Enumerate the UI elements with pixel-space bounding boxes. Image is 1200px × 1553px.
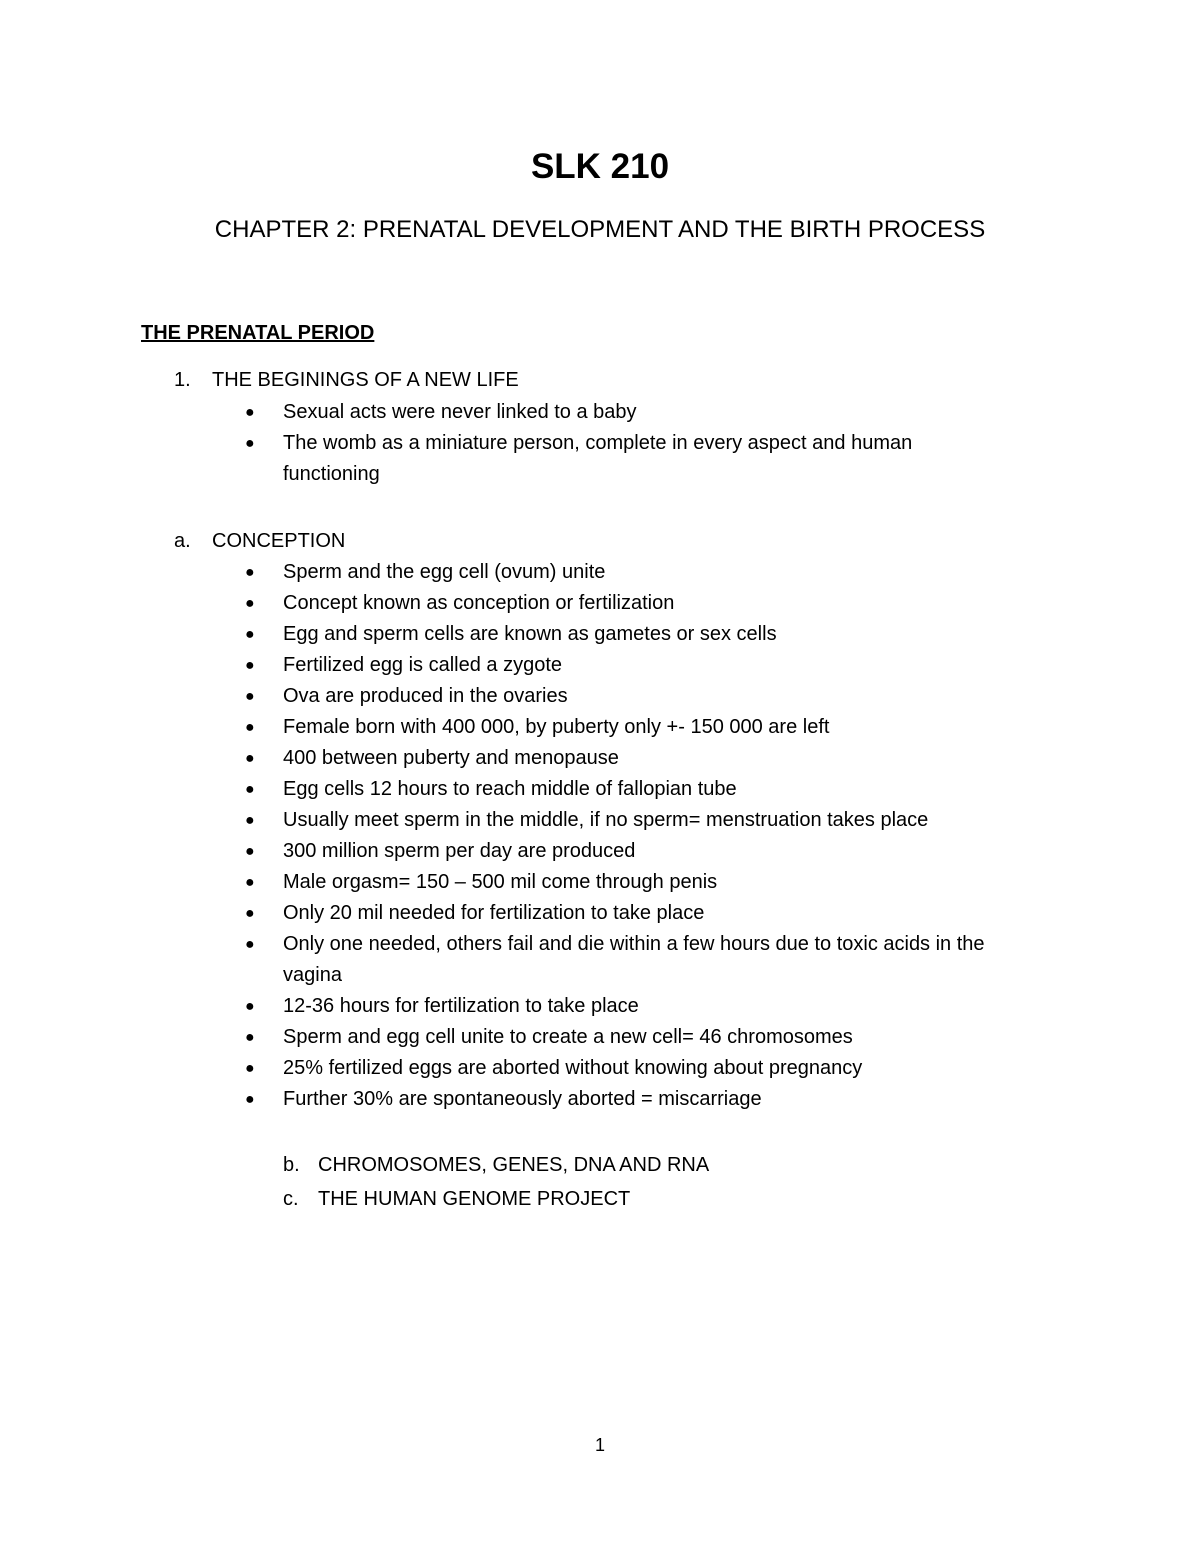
bullet-text: Usually meet sperm in the middle, if no sperm= menstruation takes place bbox=[283, 809, 929, 831]
bullet-text: Further 30% are spontaneously aborted = miscarriage bbox=[283, 1088, 762, 1110]
bullet-text: 12-36 hours for fertilization to take place bbox=[283, 995, 639, 1017]
list-item-text: THE HUMAN GENOME PROJECT bbox=[318, 1188, 631, 1210]
bullet-text: Female born with 400 000, by puberty only +- 150 000 are left bbox=[283, 716, 830, 738]
bullet-icon: ● bbox=[245, 626, 255, 643]
list-number: c. bbox=[283, 1188, 299, 1210]
bullet-icon: ● bbox=[245, 1060, 255, 1077]
bullet-icon: ● bbox=[245, 719, 255, 736]
bullet-icon: ● bbox=[245, 688, 255, 705]
bullet-icon: ● bbox=[245, 781, 255, 798]
list-item-text: CHROMOSOMES, GENES, DNA AND RNA bbox=[318, 1154, 710, 1176]
bullet-text: Sperm and egg cell unite to create a new cell= 46 chromosomes bbox=[283, 1026, 853, 1048]
bullet-icon: ● bbox=[245, 1091, 255, 1108]
document-title: SLK 210 bbox=[530, 147, 670, 186]
bullet-icon: ● bbox=[245, 564, 255, 581]
bullet-text: Egg cells 12 hours to reach middle of fallopian tube bbox=[283, 778, 737, 800]
bullet-text: 400 between puberty and menopause bbox=[283, 747, 619, 769]
bullet-text: Fertilized egg is called a zygote bbox=[283, 654, 563, 676]
page-number: 1 bbox=[594, 1435, 605, 1455]
bullet-icon: ● bbox=[245, 404, 255, 421]
bullet-icon: ● bbox=[245, 874, 255, 891]
list-number: b. bbox=[283, 1154, 300, 1176]
bullet-icon: ● bbox=[245, 998, 255, 1015]
bullet-text: Ova are produced in the ovaries bbox=[283, 685, 568, 707]
list-item-text: CONCEPTION bbox=[212, 530, 346, 552]
bullet-text: vagina bbox=[283, 964, 342, 986]
bullet-text: Only one needed, others fail and die within a few hours due to toxic acids in the bbox=[283, 933, 985, 955]
bullet-text: functioning bbox=[283, 463, 380, 485]
bullet-text: Egg and sperm cells are known as gametes or sex cells bbox=[283, 623, 777, 645]
bullet-icon: ● bbox=[245, 750, 255, 767]
bullet-icon: ● bbox=[245, 1029, 255, 1046]
list-item-text: THE BEGININGS OF A NEW LIFE bbox=[212, 369, 519, 391]
bullet-icon: ● bbox=[245, 936, 255, 953]
bullet-text: Sperm and the egg cell (ovum) unite bbox=[283, 561, 606, 583]
bullet-text: Only 20 mil needed for fertilization to take place bbox=[283, 902, 705, 924]
bullet-icon: ● bbox=[245, 595, 255, 612]
list-number: a. bbox=[174, 530, 191, 552]
bullet-icon: ● bbox=[245, 905, 255, 922]
bullet-icon: ● bbox=[245, 435, 255, 452]
section-heading: THE PRENATAL PERIOD bbox=[141, 322, 375, 344]
bullet-text: Male orgasm= 150 – 500 mil come through penis bbox=[283, 871, 718, 893]
bullet-text: 25% fertilized eggs are aborted without knowing about pregnancy bbox=[283, 1057, 863, 1079]
bullet-text: The womb as a miniature person, complete in every aspect and human bbox=[283, 432, 913, 454]
chapter-title: CHAPTER 2: PRENATAL DEVELOPMENT AND THE BIRTH PROCESS bbox=[214, 216, 986, 243]
bullet-icon: ● bbox=[245, 812, 255, 829]
bullet-text: 300 million sperm per day are produced bbox=[283, 840, 636, 862]
bullet-text: Sexual acts were never linked to a baby bbox=[283, 401, 637, 423]
bullet-icon: ● bbox=[245, 657, 255, 674]
list-number: 1. bbox=[174, 369, 191, 391]
bullet-text: Concept known as conception or fertilization bbox=[283, 592, 675, 614]
bullet-icon: ● bbox=[245, 843, 255, 860]
